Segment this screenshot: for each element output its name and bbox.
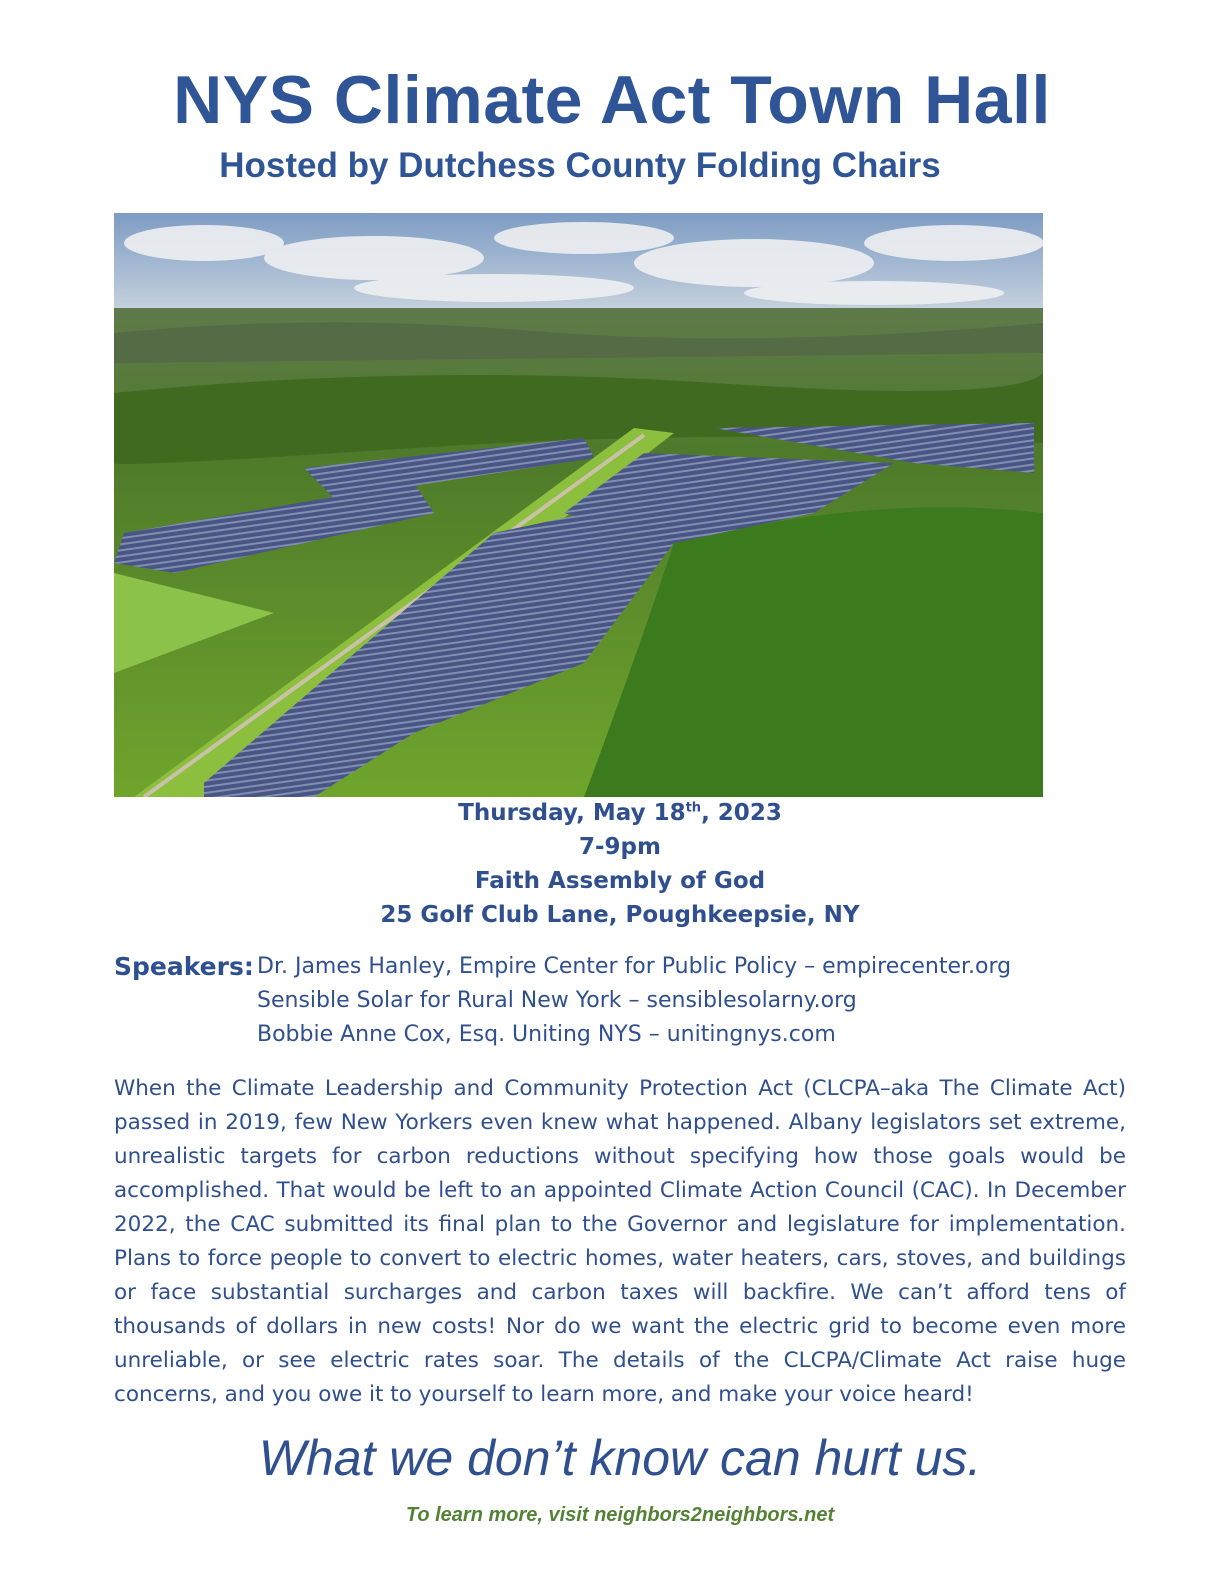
solar-farm-photo <box>114 213 1043 797</box>
event-venue: Faith Assembly of God <box>474 868 766 894</box>
page-title: NYS Climate Act Town Hall <box>173 62 1051 138</box>
body-paragraph: When the Climate Leadership and Community Protection Act (CLCPA–aka The Climate Act) passed in 2019, few New Yorkers even knew what happened. Albany legislators set extreme, unrealistic targets for carbon reductions without specifying how those goals would be accomplished. That would be left to an appointed Climate Action Council (CAC). In December 2022, the CAC submitted its final plan to the Governor and legislature for implementation. Plans to force people to convert to electric homes, water heaters, cars, stoves, and buildings or face substantial surcharges and carbon taxes will backfire. We can’t afford tens of thousands of dollars in new costs! Nor do we want the electric grid to become even more unreliable, or see electric rates soar. The details of the CLCPA/Climate Act raise huge concerns, and you owe it to yourself to learn more, and make your voice heard! <box>114 1076 1126 1407</box>
event-address: 25 Golf Club Lane, Poughkeepsie, NY <box>380 902 860 928</box>
event-date: Thursday, May 18th, 2023 <box>458 800 782 826</box>
speaker-item: Sensible Solar for Rural New York – sensiblesolarny.org <box>257 988 857 1013</box>
event-details <box>0 796 1224 932</box>
event-time: 7-9pm <box>579 834 661 860</box>
footer-link-text: To learn more, visit neighbors2neighbors.net <box>405 1504 835 1526</box>
page-subtitle: Hosted by Dutchess County Folding Chairs <box>219 146 941 185</box>
speakers-label: Speakers: <box>114 952 254 981</box>
speaker-item: Bobbie Anne Cox, Esq. Uniting NYS – unitingnys.com <box>257 1022 836 1047</box>
speaker-item: Dr. James Hanley, Empire Center for Public Policy – empirecenter.org <box>257 954 1012 979</box>
tagline: What we don’t know can hurt us. <box>258 1430 982 1486</box>
speakers-list <box>257 950 1137 1052</box>
